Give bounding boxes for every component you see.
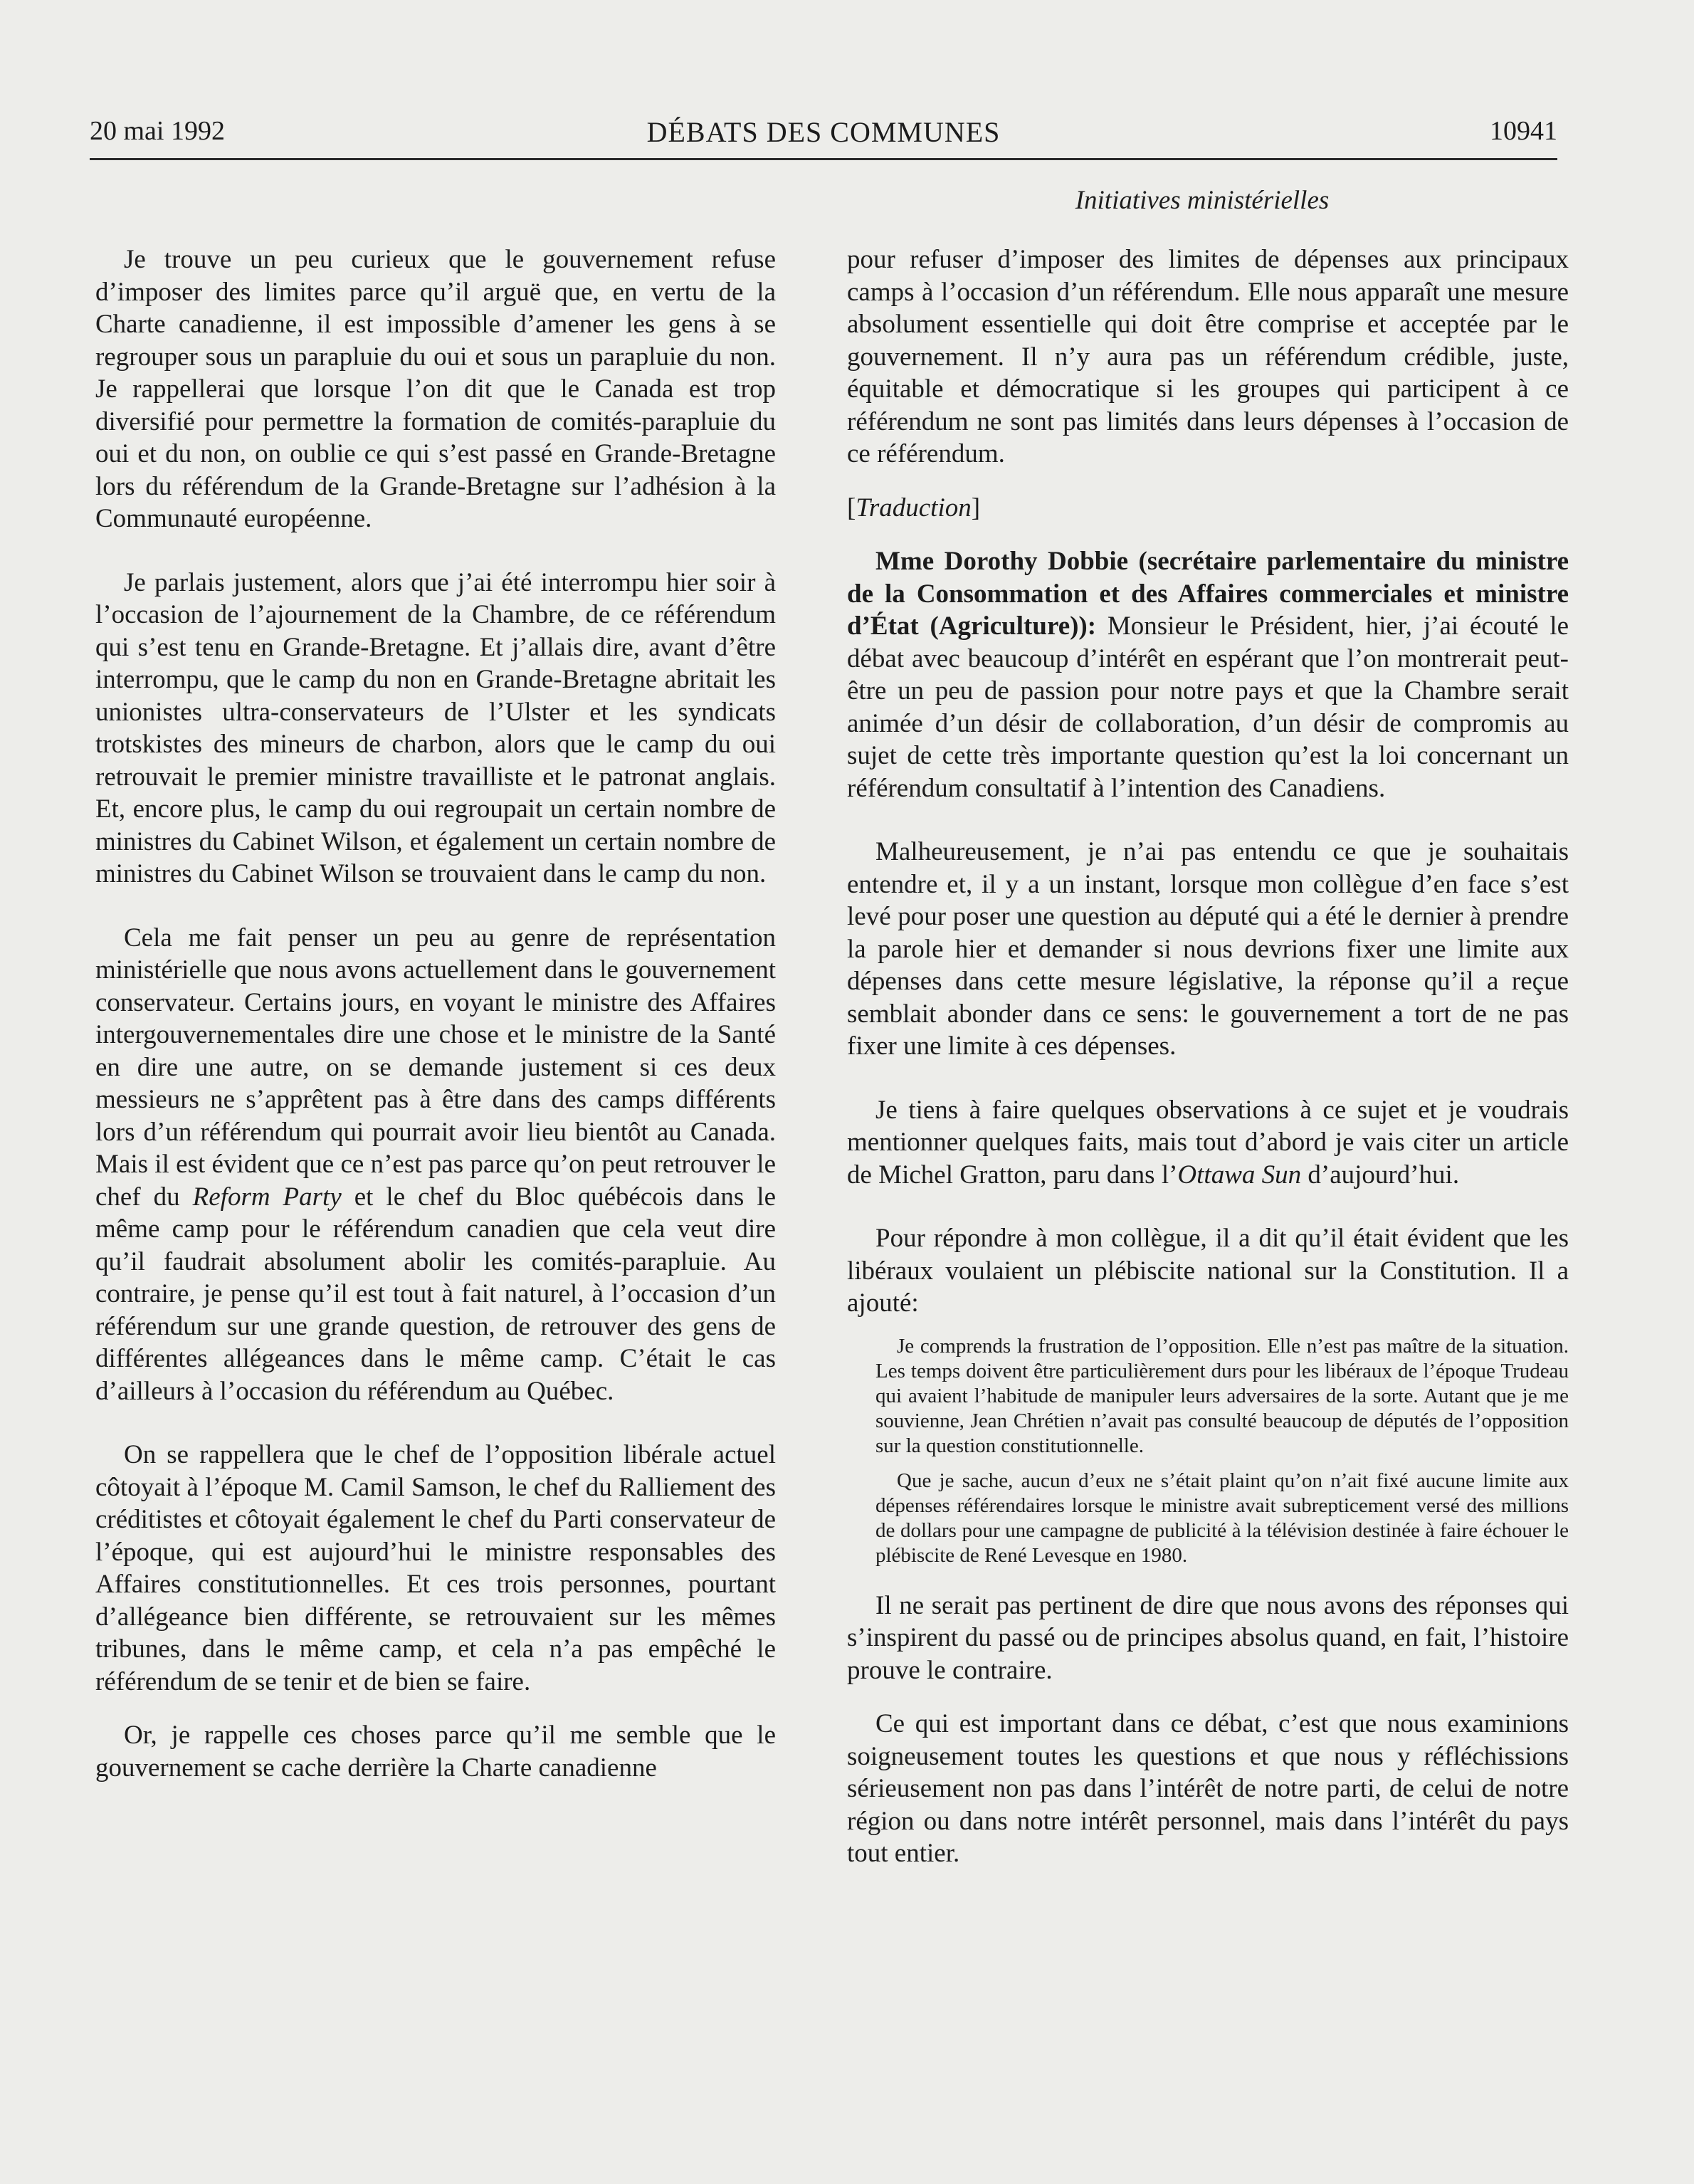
left-paragraph-2: Je parlais justement, alors que j’ai été interrompu hier soir à l’occasion de l’ajournement de la Chambre, de ce référendum qui s’est tenu en Grande-Bretagne. Et j’allais dire, avant d’être interrompu, que le camp du non en Grande-Bretagne abritait les unionistes ultra-conservateurs de l’Ulster et les syndicats trotskistes des mineurs de charbon, alors que le camp du oui retrouvait le premier ministre travailliste et le patronat anglais. Et, encore plus, le camp du oui regroupait un certain nombre de ministres du Cabinet Wilson, et également un certain nombre de ministres du Cabinet Wilson se trouvaient dans le camp du non.	[95, 567, 776, 888]
right-paragraph-1: pour refuser d’imposer des limites de dépenses aux principaux camps à l’occasion d’un référendum. Elle nous apparaît une mesure absolument essentielle qui doit être comprise et acceptée par le gouvernement. Il n’y aura pas un référendum crédible, juste, équitable et démocratique si les groupes qui participent à ce référendum ne sont pas limités dans leurs dépenses à l’occasion de ce référendum.	[847, 245, 1569, 468]
header-title: DÉBATS DES COMMUNES	[646, 116, 1001, 148]
left-paragraph-3-part-a: Cela me fait penser un peu au genre de représentation ministérielle que nous avons actuellement dans le gouvernement conservateur. Certains jours, en voyant le ministre des Affaires intergouvernementales dire une chose et le ministre de la Santé en dire une autre, on se demande justement si ces deux messieurs ne s’apprêtent pas à être dans des camps différents lors d’un référendum qui pourrait avoir lieu bientôt au Canada. Mais il est évident que ce n’est pas parce qu’on peut retrouver le chef du	[95, 923, 776, 1212]
left-paragraph-1: Je trouve un peu curieux que le gouvernement refuse d’imposer des limites parce qu’il arguë que, en vertu de la Charte canadienne, il est impossible d’amener les gens à se regrouper sous un parapluie du oui et sous un parapluie du non. Je rappellerai que lorsque l’on dit que le Canada est trop diversifié pour permettre la formation de comités-parapluie du oui et du non, on oublie ce qui s’est passé en Grande-Bretagne lors du référendum de la Grande-Bretagne sur l’adhésion à la Communauté européenne.	[95, 245, 776, 533]
right-paragraph-5: Pour répondre à mon collègue, il a dit qu’il était évident que les libéraux voulaient un plébiscite national sur la Constitution. Il a ajouté:	[847, 1224, 1569, 1318]
bracket-open: [	[847, 493, 856, 523]
traduction-label	[847, 492, 1569, 525]
traduction-text: Traduction	[856, 493, 972, 523]
right-paragraph-7: Ce qui est important dans ce débat, c’est que nous examinions soigneusement toutes les questions et que nous y réfléchissions sérieusement non pas dans l’intérêt de notre parti, de celui de notre région ou dans notre intérêt personnel, mais dans l’intérêt du pays tout entier.	[847, 1709, 1569, 1868]
section-title: Initiatives ministérielles	[1075, 186, 1330, 215]
right-paragraph-4	[847, 1094, 1569, 1192]
page-header	[90, 114, 1557, 160]
right-paragraph-6: Il ne serait pas pertinent de dire que nous avons des réponses qui s’inspirent du passé ou de principes absolus quand, en fait, l’histoire prouve le contraire.	[847, 1590, 1569, 1685]
bracket-close: ]	[971, 493, 981, 523]
right-paragraph-4-part-b: d’aujourd’hui.	[1301, 1160, 1460, 1190]
quote-paragraph-1: Je comprends la frustration de l’opposition. Elle n’est pas maître de la situation. Les temps doivent être particulièrement durs pour les libéraux de l’époque Trudeau qui avaient l’habitude de manipuler leurs adversaires de la sorte. Autant que je me souvienne, Jean Chrétien n’avait pas consulté beaucoup de députés de l’opposition sur la question constitutionnelle.	[875, 1334, 1569, 1457]
left-paragraph-3	[95, 922, 776, 1408]
ottawa-sun-italic: Ottawa Sun	[1177, 1160, 1302, 1190]
right-paragraph-4-part-a: Je tiens à faire quelques observations à ce sujet et je voudrais mentionner quelques faits, mais tout d’abord je vais citer un article de Michel Gratton, paru dans l’	[847, 1095, 1569, 1190]
right-paragraph-2-text: Monsieur le Président, hier, j’ai écouté le débat avec beaucoup d’intérêt en espérant que l’on montrerait peut-être un peu de passion pour notre pays et que la Chambre serait animée d’un désir de collaboration, d’un désir de compromis au sujet de cette très importante question qu’est la loi concernant un référendum consultatif à l’intention des Canadiens.	[847, 611, 1569, 803]
reform-party-italic: Reform Party	[192, 1182, 342, 1212]
right-paragraph-3: Malheureusement, je n’ai pas entendu ce que je souhaitais entendre et, il y a un instant, lorsque mon collègue d’en face s’est levé pour poser une question au député qui a été le dernier à prendre la parole hier et demander si nous devrions fixer une limite aux dépenses dans cette mesure législative, la réponse qu’il a reçue semblait abonder dans ce sens: le gouvernement a tort de ne pas fixer une limite à ces dépenses.	[847, 837, 1569, 1061]
speaker-name: Mme Dorothy Dobbie (secrétaire parlementaire du ministre de la Consommation et des Affaires commerciales et ministre d’État (Agriculture)):	[847, 547, 1569, 641]
left-paragraph-3-part-b: et le chef du Bloc québécois dans le même camp pour le référendum canadien que cela veut dire qu’il faudrait absolument abolir les comités-parapluie. Au contraire, je pense qu’il est tout à fait naturel, à l’occasion d’un référendum sur une grande question, de retrouver des gens de différentes allégeances dans le même camp. C’était le cas d’ailleurs à l’occasion du référendum au Québec.	[95, 1182, 777, 1406]
header-page-number: 10941	[1490, 116, 1557, 146]
left-column	[95, 243, 776, 1784]
right-paragraph-2	[847, 545, 1569, 804]
right-column	[847, 243, 1569, 1870]
header-date: 20 mai 1992	[90, 116, 225, 146]
left-paragraph-5: Or, je rappelle ces choses parce qu’il me semble que le gouvernement se cache derrière la Charte canadienne	[95, 1721, 776, 1783]
quote-paragraph-2: Que je sache, aucun d’eux ne s’était plaint qu’on n’ait fixé aucune limite aux dépenses référendaires lorsque le ministre avait subrepticement versé des millions de dollars pour une campagne de publicité à la télévision destinée à faire échouer le plébiscite de René Levesque en 1980.	[875, 1469, 1569, 1567]
left-paragraph-4: On se rappellera que le chef de l’opposition libérale actuel côtoyait à l’époque M. Camil Samson, le chef du Ralliement des créditistes et côtoyait également le chef du Parti conservateur de l’époque, qui est aujourd’hui le ministre responsables des Affaires constitutionnelles. Et ces trois personnes, pourtant d’allégeance bien différente, se retrouvaient sur les mêmes tribunes, dans le même camp, et cela n’a pas empêché le référendum de se tenir et de bien se faire.	[95, 1440, 776, 1696]
